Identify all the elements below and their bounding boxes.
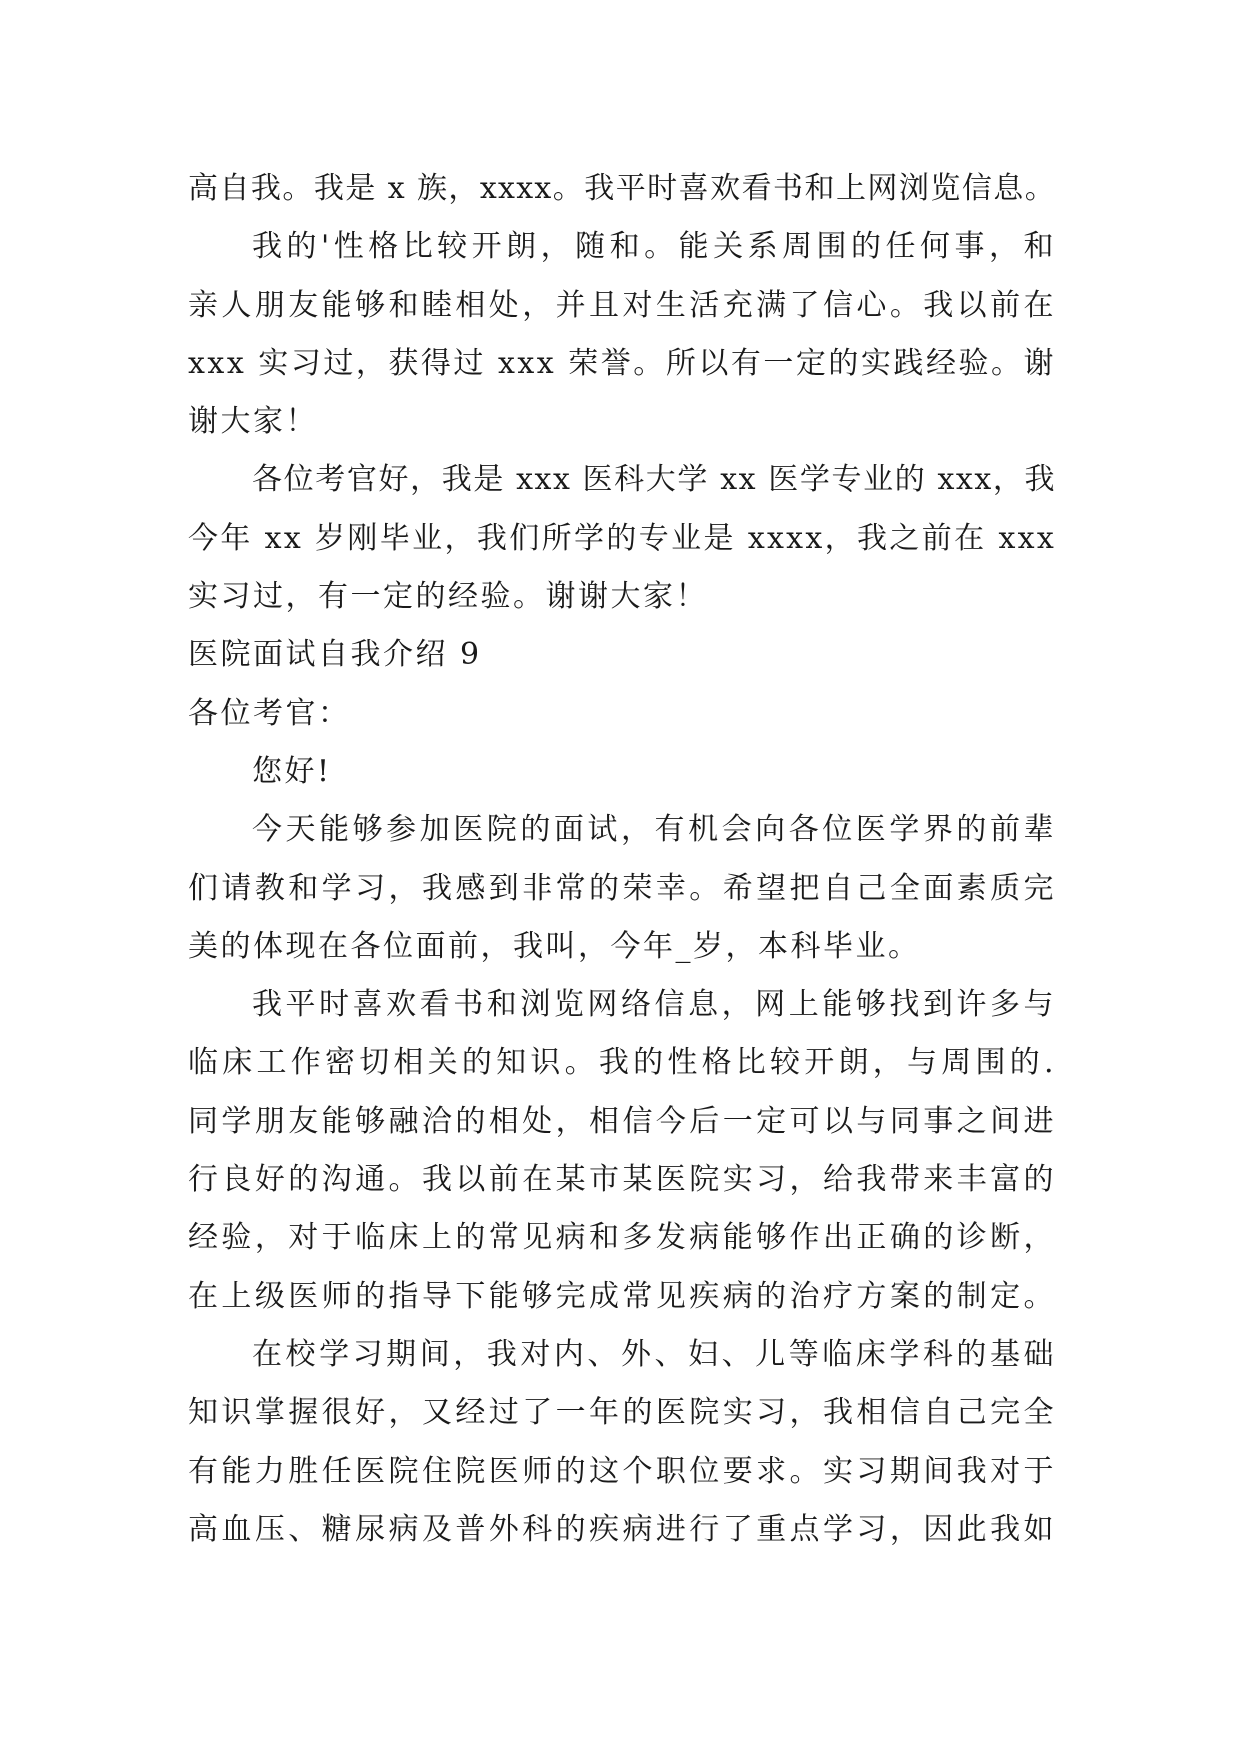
text-line: 高自我。我是 x 族，xxxx。我平时喜欢看书和上网浏览信息。: [188, 171, 1056, 206]
text-line: 临床工作密切相关的知识。我的性格比较开朗，与周围的.: [188, 1045, 1056, 1081]
text-line: 知识掌握很好，又经过了一年的医院实习，我相信自己完全: [188, 1395, 1056, 1431]
text-line: 今天能够参加医院的面试，有机会向各位医学界的前辈: [252, 812, 1056, 848]
section-heading: 医院面试自我介绍 9: [188, 637, 482, 673]
text-line: xxx 实习过，获得过 xxx 荣誉。所以有一定的实践经验。谢: [188, 345, 1056, 381]
text-line: 今年 xx 岁刚毕业，我们所学的专业是 xxxx，我之前在 xxx: [188, 520, 1056, 556]
text-line: 们请教和学习，我感到非常的荣幸。希望把自己全面素质完: [188, 870, 1056, 906]
text-line: 同学朋友能够融洽的相处，相信今后一定可以与同事之间进: [188, 1103, 1056, 1139]
text-line: 在上级医师的指导下能够完成常见疾病的治疗方案的制定。: [188, 1278, 1056, 1314]
text-line: 我平时喜欢看书和浏览网络信息，网上能够找到许多与: [252, 987, 1056, 1023]
text-line: 在校学习期间，我对内、外、妇、儿等临床学科的基础: [252, 1336, 1056, 1372]
text-line: 亲人朋友能够和睦相处，并且对生活充满了信心。我以前在: [188, 287, 1056, 323]
text-line: 谢大家！: [188, 404, 318, 440]
salutation: 各位考官：: [188, 695, 351, 731]
text-line: 高血压、糖尿病及普外科的疾病进行了重点学习，因此我如: [188, 1511, 1056, 1547]
text-line: 实习过，有一定的经验。谢谢大家！: [188, 579, 708, 615]
greeting: 您好!: [252, 753, 332, 789]
text-line: 我的'性格比较开朗，随和。能关系周围的任何事，和: [252, 229, 1056, 265]
text-line: 各位考官好，我是 xxx 医科大学 xx 医学专业的 xxx，我: [252, 462, 1056, 498]
text-line: 经验，对于临床上的常见病和多发病能够作出正确的诊断，: [188, 1220, 1056, 1256]
text-line: 行良好的沟通。我以前在某市某医院实习，给我带来丰富的: [188, 1162, 1056, 1198]
document-body: [188, 160, 1056, 1559]
text-line: 有能力胜任医院住院医师的这个职位要求。实习期间我对于: [188, 1453, 1056, 1489]
text-line: 美的体现在各位面前，我叫，今年_岁，本科毕业。: [188, 928, 921, 964]
